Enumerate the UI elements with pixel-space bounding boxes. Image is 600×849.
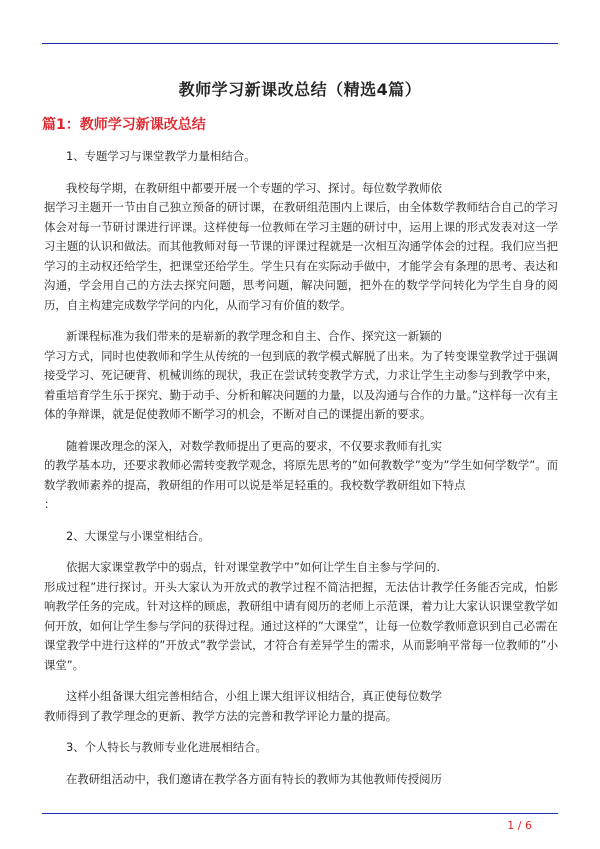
paragraph: 我校每学期，在教研组中都要开展一个专题的学习、探讨。每位数学教师依 据学习主题开一节由自己独立预备的研讨课，在教研组范围内上课后，由全体数学教师结合自己的学习体会对每一节研讨课进行评课。这样使每一位教师在学习主题的研讨中，运用上课的形式发表对这一学习主题的认识和做法。而其他教师对每一节课的评课过程就是一次相互沟通学体会的过程。我们应当把学习的主动权还给学生，把课堂还给学生。学生只有在实际动手做中，才能学会有条理的思考、表达和沟通，学会用自己的方法去探究问题，思考问题，解决问题，把外在的数学学问转化为学生自身的阅历，自主构建完成数学学问的内化，从而学习有价值的数学。	[44, 180, 558, 312]
document-title: 教师学习新课改总结（精选4篇）	[178, 80, 422, 99]
list-item-heading: 1、专题学习与课堂教学力量相结合。	[66, 149, 256, 163]
list-item-heading: 2、大课堂与小课堂相结合。	[66, 528, 210, 543]
header-rule	[42, 43, 558, 44]
page-number: 1 / 6	[507, 819, 532, 832]
document-body	[44, 147, 558, 801]
footer-rule	[42, 813, 558, 814]
paragraph: 这样小组备课大组完善相结合，小组上课大组评议相结合，真正使每位数学 教师得到了教学理念的更新、教学方法的完善和教学评论力量的提高。	[44, 689, 442, 723]
paragraph: 新课程标准为我们带来的是崭新的教学理念和自主、合作、探究这一新颖的 学习方式，同时也使教师和学生从传统的一包到底的教学模式解脱了出来。为了转变课堂教学过于强调接受学习、死记硬背、机械训练的现状，我正在尝试转变教学方式，力求让学生主动参与到教学中来，着重培育学生乐于探究、勤于动手、分析和解决问题的力量，以及沟通与合作的力量。”这样每一次有主体的争辩课，就是促使教师不断学习的机会，不断对自己的课提出新的要求。	[44, 329, 558, 421]
paragraph: 随着课改理念的深入，对数学教师提出了更高的要求，不仅要求教师有扎实 的教学基本功，还要求教师必需转变教学观念，将原先思考的”如何教数学”变为”学生如何学数学”。而数学教师素养的提高，教研组的作用可以说是举足轻重的。我校数学教研组如下特点 ：	[44, 438, 558, 511]
paragraph: 在教研组活动中，我们邀请在教学各方面有特长的教师为其他教师传授阅历	[66, 771, 442, 786]
section-heading: 篇1：教师学习新课改总结	[42, 117, 206, 133]
paragraph: 依据大家课堂教学中的弱点，针对课堂教学中”如何让学生自主参与学问的. 形成过程”进行探讨。开头大家认为开放式的教学过程不简洁把握，无法估计教学任务能否完成，怕影响教学任务的完成。针对这样的顾虑，教研组中请有阅历的老师上示范课，着力让大家认识课堂教学如何开放，如何让学生参与学问的获得过程。通过这样的”大课堂”，让每一位数学教师意识到自己必需在课堂教学中进行这样的”开放式”教学尝试，才符合有差异学生的需求，从而影响平常每一位教师的”小课堂”。	[44, 560, 558, 672]
list-item-heading: 3、个人特长与教师专业化进展相结合。	[66, 740, 267, 754]
